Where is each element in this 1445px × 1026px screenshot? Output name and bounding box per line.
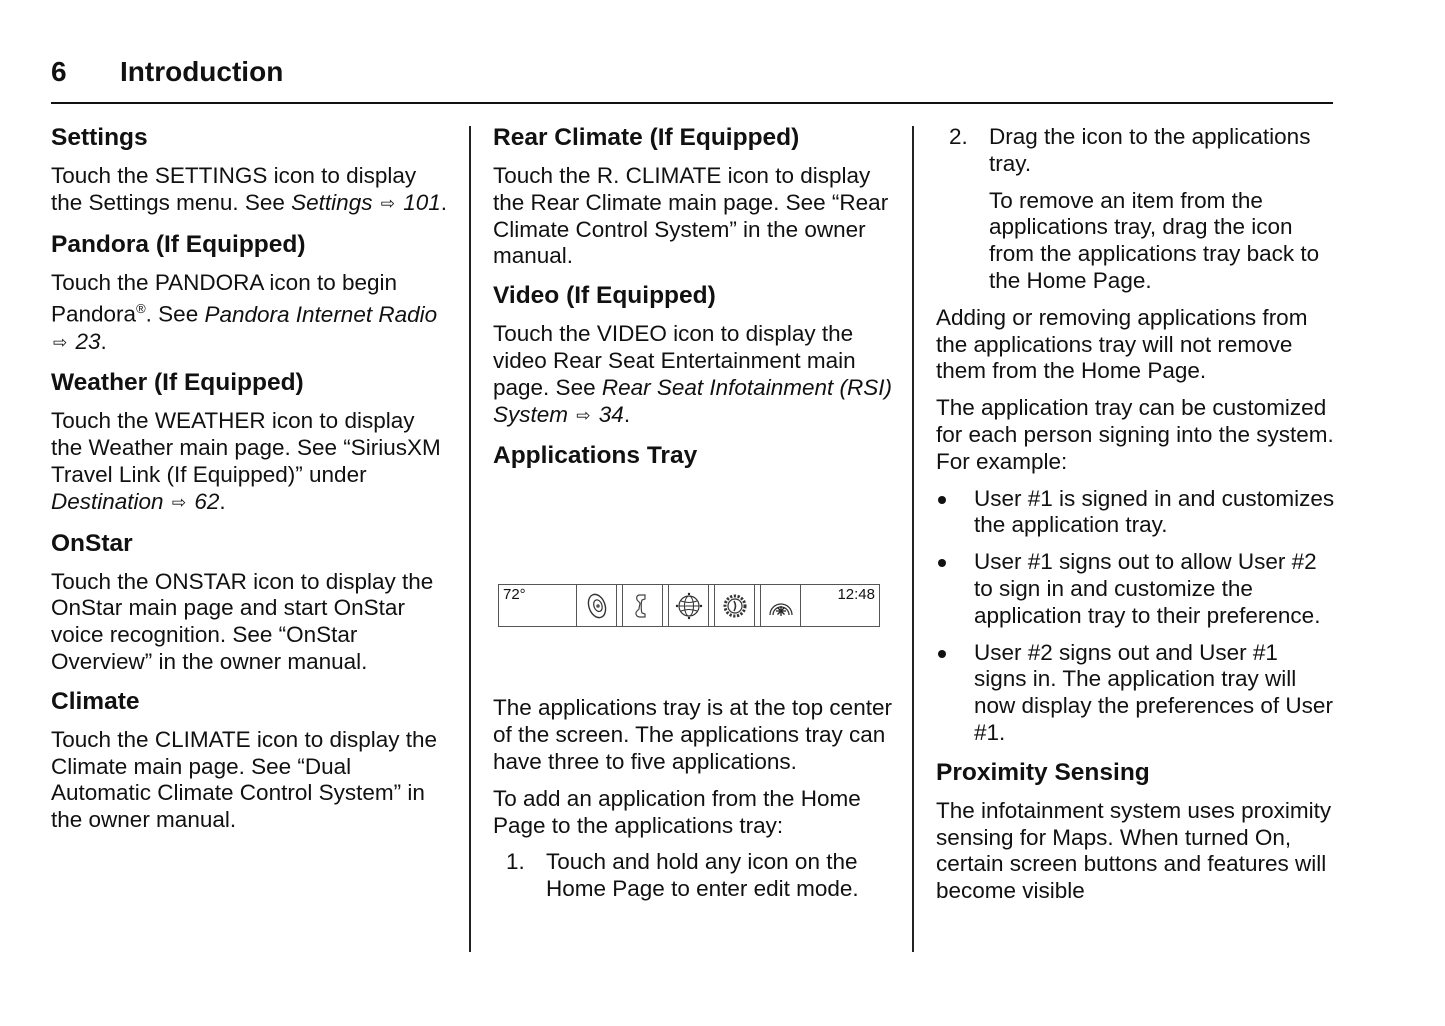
page-number: 6	[51, 56, 67, 87]
step-text: Touch and hold any icon on the Home Page to enter edit mode.	[546, 849, 859, 902]
clock-readout: 12:48	[837, 586, 875, 604]
ref-title: Rear Seat Infotainment (RSI) System	[493, 374, 892, 427]
step-note: To remove an item from the applications tray, drag the icon from the applications tray back to the Home Page.	[989, 187, 1320, 293]
bullet-text: User #1 is signed in and customizes the application tray.	[974, 485, 1335, 538]
globe-icon	[668, 585, 709, 627]
climate-icon	[760, 585, 801, 627]
chapter-title: Introduction	[120, 56, 284, 87]
punct: .	[440, 189, 448, 215]
section-climate	[51, 686, 451, 834]
section-heading: Settings	[51, 124, 148, 151]
ref-title: Settings	[291, 189, 373, 215]
page-arrow-icon: ⇨	[53, 332, 68, 352]
section-body	[51, 163, 451, 219]
section-video	[493, 280, 898, 430]
column-divider-2	[912, 126, 914, 952]
ref-title: Destination	[51, 488, 164, 514]
ref-title: Pandora Internet Radio	[204, 301, 438, 327]
section-body: The infotainment system uses proximity sensing for Maps. When turned On, certain screen buttons and features will become visible	[936, 797, 1332, 904]
body-text: Touch the VIDEO icon to display the video Rear Seat Entertainment main page. See	[493, 321, 856, 400]
speaker-icon	[576, 585, 617, 627]
section-body: Touch the R. CLIMATE icon to display the Rear Climate main page. See “Rear Climate Control System” in the owner manual.	[493, 163, 889, 269]
section-heading: Proximity Sensing	[936, 758, 1150, 786]
section-pandora	[51, 229, 451, 358]
column-divider-1	[469, 126, 471, 952]
cross-reference-link[interactable]	[51, 489, 219, 514]
phone-icon	[622, 585, 663, 627]
bullet-text: User #2 signs out and User #1 signs in. The application tray will now display the preferences of User #1.	[974, 639, 1333, 745]
list-item	[936, 486, 1336, 540]
gear-icon	[714, 585, 755, 627]
ref-page: 62	[194, 488, 220, 514]
bullet-icon	[938, 559, 946, 567]
section-rear-climate	[493, 122, 898, 270]
section-heading: Pandora (If Equipped)	[51, 230, 306, 258]
step-text: Drag the icon to the applications tray.	[989, 124, 1311, 176]
body-text: Touch the WEATHER icon to display the Weather main page. See “SiriusXM Travel Link (If Equipped)” under	[51, 408, 441, 488]
page-header	[51, 56, 1333, 104]
body-text: Touch the PANDORA icon to begin Pandora	[51, 269, 398, 327]
section-body	[51, 408, 451, 517]
steps-list-continued	[936, 124, 1336, 178]
cross-reference-link[interactable]	[291, 190, 441, 215]
tray-illustration	[493, 481, 898, 695]
registered-mark: ®	[136, 301, 146, 317]
list-item	[936, 549, 1336, 629]
section-proximity-sensing	[936, 757, 1336, 905]
page-arrow-icon: ⇨	[576, 405, 591, 425]
step-number: 2.	[949, 124, 968, 149]
section-onstar	[51, 528, 451, 676]
list-item-step-2	[936, 124, 1336, 178]
section-body: Adding or removing applications from the applications tray will not remove them from the Home Page.	[936, 304, 1308, 384]
punct: .	[100, 328, 107, 354]
section-body	[51, 270, 451, 358]
ref-page: 101	[403, 189, 441, 215]
section-weather	[51, 367, 451, 517]
body-text: . See	[145, 301, 205, 327]
steps-list	[493, 849, 898, 903]
temperature-readout: 72°	[503, 586, 526, 604]
section-applications-tray	[493, 440, 898, 903]
section-body: Touch the ONSTAR icon to display the OnStar main page and start OnStar voice recognition. See “OnStar Overview” in the owner manual.	[51, 568, 434, 675]
section-body: Touch the CLIMATE icon to display the Climate main page. See “Dual Automatic Climate Control System” in the owner manual.	[51, 726, 438, 833]
section-body: The application tray can be customized for each person signing into the system. For example:	[936, 395, 1334, 474]
section-heading: Weather (If Equipped)	[51, 369, 304, 397]
page-arrow-icon: ⇨	[380, 193, 395, 213]
section-heading: Applications Tray	[493, 442, 698, 470]
body-text: Touch the SETTINGS icon to display the Settings menu. See	[51, 163, 417, 215]
page-arrow-icon: ⇨	[171, 492, 187, 512]
column-2	[493, 122, 898, 913]
section-heading: Video (If Equipped)	[493, 282, 716, 310]
section-body: The applications tray is at the top center of the screen. The applications tray can have three to five applications.	[493, 695, 892, 774]
list-item	[936, 640, 1336, 747]
punct: .	[219, 488, 226, 514]
ref-page: 34	[598, 401, 624, 427]
punct: .	[623, 401, 631, 427]
bullet-text: User #1 signs out to allow User #2 to sign in and customize the application tray to their preference.	[974, 549, 1321, 628]
section-heading: OnStar	[51, 529, 133, 557]
section-settings	[51, 122, 451, 219]
ref-page: 23	[75, 328, 101, 354]
bullet-icon	[938, 650, 946, 658]
step-number: 1.	[506, 849, 525, 875]
bullet-icon	[938, 496, 946, 504]
column-1	[51, 122, 451, 844]
example-bullets	[936, 486, 1336, 747]
applications-tray-figure	[498, 584, 880, 627]
list-item-step-1	[493, 849, 898, 903]
section-body: To add an application from the Home Page to the applications tray:	[493, 785, 861, 838]
section-body	[493, 321, 898, 430]
section-heading: Climate	[51, 687, 140, 715]
column-3	[936, 124, 1336, 915]
section-heading: Rear Climate (If Equipped)	[493, 124, 800, 151]
